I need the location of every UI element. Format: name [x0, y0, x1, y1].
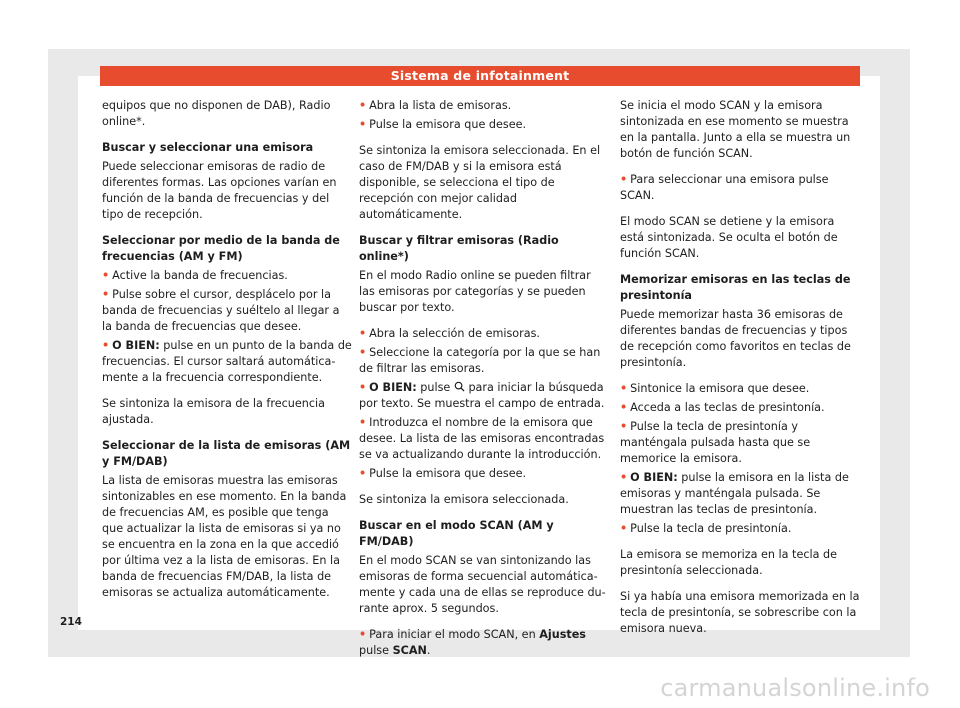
bullet-icon: •: [359, 99, 367, 112]
list-item: • Active la banda de frecuencias.: [102, 269, 288, 282]
list-item: • Pulse la tecla de presintonía y manténgala pulsada hasta que se memorice la emisora.: [620, 420, 811, 465]
column-middle: [359, 98, 609, 662]
list-item: • Introduzca el nombre de la emisora que desee. La lista de las emisoras encontradas se va actualizando durante la introducción.: [359, 416, 605, 461]
paragraph: El modo SCAN se detiene y la emisora está sintonizada. Se oculta el botón de función SCAN.: [620, 215, 838, 260]
paragraph: Se sintoniza la emisora seleccionada. En el caso de FM/DAB y si la emisora está disponible, se selecciona el tipo de recepción con mejor calidad automáticamente.: [359, 144, 601, 221]
list-item: • O BIEN: pulse para iniciar la búsqueda por texto. Se muestra el campo de entrada.: [359, 381, 605, 410]
paragraph: Puede memorizar hasta 36 emisoras de diferentes bandas de frecuencias y tipos de recepción como favoritos en teclas de presintonía.: [620, 308, 851, 369]
column-right: [620, 98, 860, 647]
bullet-icon: •: [620, 173, 628, 186]
bullet-icon: •: [359, 381, 367, 394]
bullet-icon: •: [620, 420, 628, 433]
column-left: [102, 98, 352, 611]
watermark: carmanualsonline.info: [660, 674, 930, 702]
list-item: • Pulse la tecla de presintonía.: [620, 522, 792, 535]
section-heading: Buscar y filtrar emisoras (Radio online*): [359, 234, 559, 263]
paragraph: En el modo SCAN se van sintonizando las emisoras de forma secuencial automáticamente y cada una de ellas se reproduce durante aprox. 5 segundos.: [359, 554, 606, 615]
bullet-icon: •: [359, 346, 367, 359]
section-heading: Seleccionar de la lista de emisoras (AM y FM/DAB): [102, 439, 351, 468]
paragraph: Si ya había una emisora memorizada en la tecla de presintonía, se sobrescribe con la emisora nueva.: [620, 590, 860, 635]
paragraph: La emisora se memoriza en la tecla de presintonía seleccionada.: [620, 548, 837, 577]
list-item: • Sintonice la emisora que desee.: [620, 382, 810, 395]
bullet-icon: •: [102, 269, 110, 282]
bullet-icon: •: [620, 401, 628, 414]
list-item: • Acceda a las teclas de presintonía.: [620, 401, 825, 414]
bullet-icon: •: [359, 628, 367, 641]
list-item: • O BIEN: pulse en un punto de la banda de frecuencias. El cursor saltará automáticamente a la frecuencia correspondiente.: [102, 339, 352, 384]
bullet-icon: •: [102, 288, 110, 301]
bullet-icon: •: [620, 522, 628, 535]
paragraph: En el modo Radio online se pueden filtrar las emisoras por categorías y se pueden buscar por texto.: [359, 269, 591, 314]
bullet-icon: •: [359, 327, 367, 340]
list-item: • Pulse la emisora que desee.: [359, 467, 527, 480]
bullet-icon: •: [359, 416, 367, 429]
section-heading: Memorizar emisoras en las teclas de presintonía: [620, 273, 851, 302]
bullet-icon: •: [359, 118, 367, 131]
list-item: • Seleccione la categoría por la que se han de filtrar las emisoras.: [359, 346, 601, 375]
list-item: • Para iniciar el modo SCAN, en Ajustes pulse SCAN.: [359, 628, 586, 657]
page-number: 214: [60, 616, 82, 628]
bullet-icon: •: [620, 382, 628, 395]
paragraph: equipos que no disponen de DAB), Radio online*.: [102, 99, 331, 128]
paragraph: Se sintoniza la emisora seleccionada.: [359, 493, 569, 506]
section-heading: Buscar y seleccionar una emisora: [102, 141, 314, 154]
list-item: • O BIEN: pulse la emisora en la lista de emisoras y manténgala pulsada. Se muestran las teclas de presintonía.: [620, 471, 849, 516]
list-item: • Pulse la emisora que desee.: [359, 118, 527, 131]
section-heading: Seleccionar por medio de la banda de frecuencias (AM y FM): [102, 234, 340, 263]
bullet-icon: •: [359, 467, 367, 480]
paragraph: Se sintoniza la emisora de la frecuencia ajustada.: [102, 397, 325, 426]
paragraph: Se inicia el modo SCAN y la emisora sintonizada en ese momento se muestra en la pantalla. Junto a ella se muestra un botón de función SCAN.: [620, 99, 851, 160]
section-header: Sistema de infotainment: [100, 66, 860, 86]
list-item: • Abra la lista de emisoras.: [359, 99, 512, 112]
list-item: • Abra la selección de emisoras.: [359, 327, 540, 340]
paragraph: Puede seleccionar emisoras de radio de diferentes formas. Las opciones varían en función de la banda de frecuencias y del tipo de recepción.: [102, 160, 337, 221]
paragraph: La lista de emisoras muestra las emisoras sintonizables en ese momento. En la banda de frecuencias AM, es posible que tenga que actualizar la lista de emisoras si ya no se encuentra en la zona en la que accedió por última vez a la lista de emisoras. En la banda de frecuencias FM/DAB, la lista de emisoras se actualiza automáticamente.: [102, 474, 347, 599]
bullet-icon: •: [620, 471, 628, 484]
section-heading: Buscar en el modo SCAN (AM y FM/DAB): [359, 519, 554, 548]
list-item: • Para seleccionar una emisora pulse SCAN.: [620, 173, 829, 202]
bullet-icon: •: [102, 339, 110, 352]
search-icon: [454, 381, 465, 392]
list-item: • Pulse sobre el cursor, desplácelo por la banda de frecuencias y suéltelo al llegar a la banda de frecuencias que desee.: [102, 288, 340, 333]
